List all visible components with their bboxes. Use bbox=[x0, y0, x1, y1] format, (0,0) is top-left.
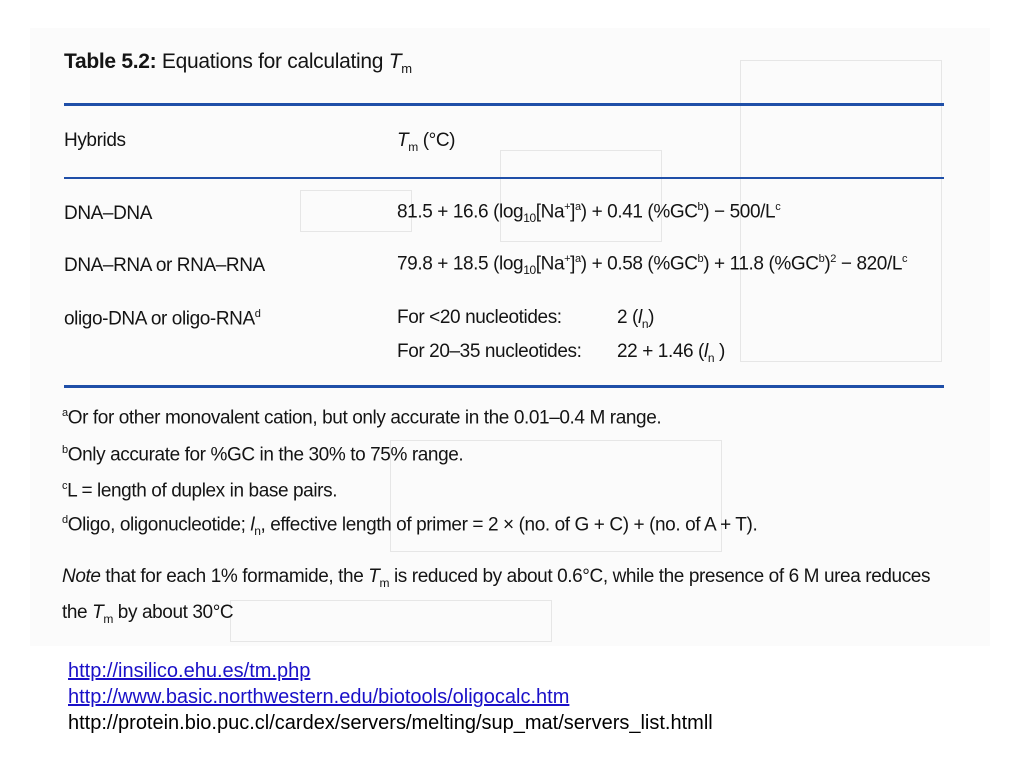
table-row-hybrid: oligo-DNA or oligo-RNA$^d$ bbox=[64, 308, 261, 330]
header-tm: $T_m$ (°C) bbox=[397, 130, 456, 154]
table-row-equation: 81.5 + 16.6 $(\log_{10}[Na^+]^a) + 0.41$ $(\%GC^b) - 500/L^c$ bbox=[397, 201, 781, 226]
footnote-d: $^d$Oligo, oligonucleotide; $l_n$, effective length of primer = 2 × (no. of G + C) + (no. of A + T). bbox=[62, 514, 758, 539]
table-label: Table 5.2: bbox=[64, 50, 157, 73]
bleed-through-box bbox=[230, 600, 552, 642]
footnote-c: $^c$L = length of duplex in base pairs. bbox=[62, 480, 338, 502]
bleed-through-box bbox=[300, 190, 412, 232]
table-row-hybrid: DNA–RNA or RNA–RNA bbox=[64, 255, 265, 276]
footnote-a: $^a$Or for other monovalent cation, but only accurate in the 0.01–0.4 M range. bbox=[62, 407, 662, 429]
oligo-short-label: For <20 nucleotides: bbox=[397, 307, 562, 328]
note-line-1: Note that for each 1% formamide, the $T_m$ is reduced by about 0.6°C, while the presence of 6 M urea reduces bbox=[62, 566, 931, 590]
reference-links bbox=[68, 658, 713, 736]
oligo-short-value: 2 $(l_n)$ bbox=[617, 307, 655, 331]
link-insilico[interactable]: http://insilico.ehu.es/tm.php bbox=[68, 660, 311, 682]
oligo-long-label: For 20–35 nucleotides: bbox=[397, 341, 582, 362]
table-bottom-rule bbox=[64, 385, 944, 388]
table-title-text: Equations for calculating bbox=[161, 50, 384, 73]
link-oligocalc[interactable]: http://www.basic.northwestern.edu/biotools/oligocalc.htm bbox=[68, 686, 570, 708]
servers-list-url: http://protein.bio.puc.cl/cardex/servers/melting/sup_mat/servers_list.htmll bbox=[68, 712, 713, 734]
oligo-long-value: 22 + 1.46 ($l_n$ ) bbox=[617, 341, 725, 365]
bleed-through-box bbox=[500, 150, 662, 242]
table-title bbox=[64, 50, 412, 76]
table-title-tm: $T_m$ bbox=[388, 50, 412, 77]
table-top-rule bbox=[64, 103, 944, 106]
table-row-hybrid: DNA–DNA bbox=[64, 203, 152, 224]
header-rule bbox=[64, 177, 944, 179]
table-row-equation: 79.8 + 18.5 $(\log_{10}[Na^+]^a) + 0.58$ $(\%GC^b) + 11.8$ $(\%GC^b)^2 - 820/L^c$ bbox=[397, 253, 908, 278]
header-hybrids: Hybrids bbox=[64, 130, 126, 151]
footnote-b: $^b$Only accurate for %GC in the 30% to 75% range. bbox=[62, 444, 464, 466]
note-line-2: the $T_m$ by about 30°C bbox=[62, 602, 234, 626]
